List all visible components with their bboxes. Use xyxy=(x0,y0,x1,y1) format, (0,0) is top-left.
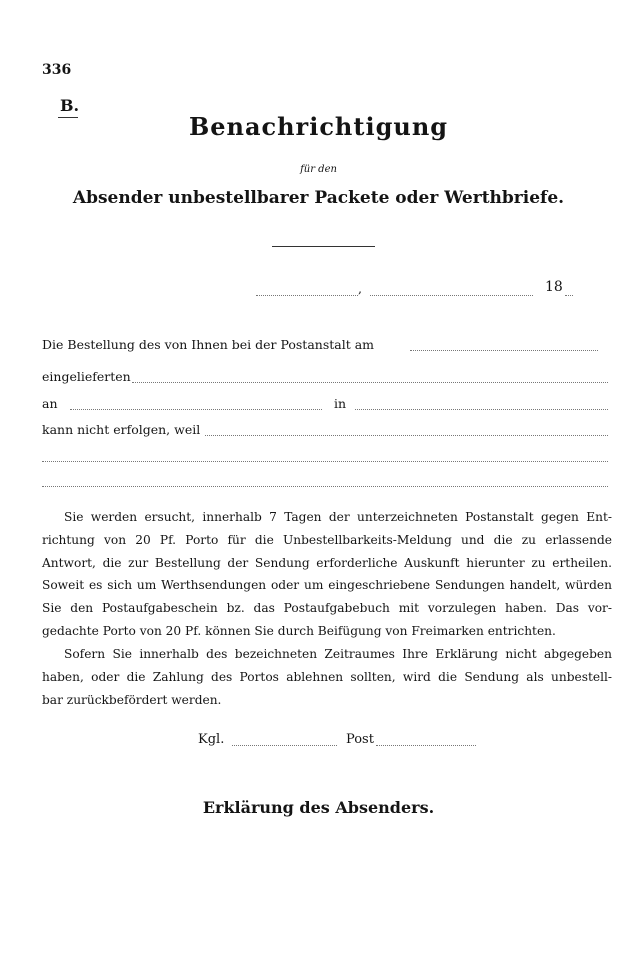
paragraph-line: Soweit es sich um Werthsendungen oder um eingeschriebene Sendungen handelt, würden xyxy=(42,578,612,593)
instructions-paragraph-1 xyxy=(42,506,612,643)
title-divider xyxy=(272,246,375,247)
reason-field-3[interactable] xyxy=(42,486,608,487)
item-description-field[interactable] xyxy=(132,382,608,383)
paragraph-line: haben, oder die Zahlung des Portos ablehnen sollten, wird die Sendung als unbestell- xyxy=(42,669,612,684)
line3-label-an: an xyxy=(42,396,58,411)
paragraph-line: Sofern Sie innerhalb des bezeichneten Zeitraumes Ihre Erklärung nicht abgegeben xyxy=(64,647,612,661)
subtitle-large: Absender unbestellbarer Packete oder Werthbriefe. xyxy=(72,188,565,208)
line1-label: Die Bestellung des von Ihnen bei der Postanstalt am xyxy=(42,337,375,352)
delivery-date-field[interactable] xyxy=(410,350,598,351)
paragraph-line: Sie den Postaufgabeschein bz. das Postaufgabebuch mit vorzulegen haben. Das vor- xyxy=(42,601,612,616)
post-office-name-field[interactable] xyxy=(376,745,476,746)
reason-field-1[interactable] xyxy=(205,435,608,436)
year-prefix: 18 xyxy=(545,279,563,295)
date-comma: , xyxy=(358,281,362,296)
line2-label: eingelieferten xyxy=(42,369,131,384)
subtitle-small: für den xyxy=(300,164,337,175)
line4-label: kann nicht erfolgen, weil xyxy=(42,422,201,437)
destination-field[interactable] xyxy=(355,409,608,410)
paragraph-line: richtung von 20 Pf. Porto für die Unbestellbarkeits-Meldung und die zu erlassende xyxy=(42,532,612,547)
document-title: Benachrichtigung xyxy=(188,112,449,141)
post-label: Post xyxy=(346,732,374,747)
paragraph-line: gedachte Porto von 20 Pf. können Sie durch Beifügung von Freimarken entrichten. xyxy=(42,623,556,638)
instructions-paragraph-2 xyxy=(42,643,612,711)
line3-label-in: in xyxy=(334,396,347,411)
paragraph-line: Sie werden ersucht, innerhalb 7 Tagen der unterzeichneten Postanstalt gegen Ent- xyxy=(64,510,612,524)
declaration-heading: Erklärung des Absenders. xyxy=(202,798,435,817)
paragraph-line: Antwort, die zur Bestellung der Sendung erforderliche Auskunft hierunter zu ertheilen. xyxy=(42,555,612,570)
form-letter: B. xyxy=(60,96,80,115)
kgl-label: Kgl. xyxy=(198,732,225,747)
post-office-type-field[interactable] xyxy=(232,745,337,746)
date-place-field[interactable] xyxy=(256,295,358,296)
page-number: 336 xyxy=(42,62,72,78)
paragraph-line: bar zurückbefördert werden. xyxy=(42,692,222,707)
reason-field-2[interactable] xyxy=(42,461,608,462)
recipient-field[interactable] xyxy=(70,409,322,410)
year-suffix-field[interactable] xyxy=(565,295,573,296)
date-field[interactable] xyxy=(370,295,533,296)
